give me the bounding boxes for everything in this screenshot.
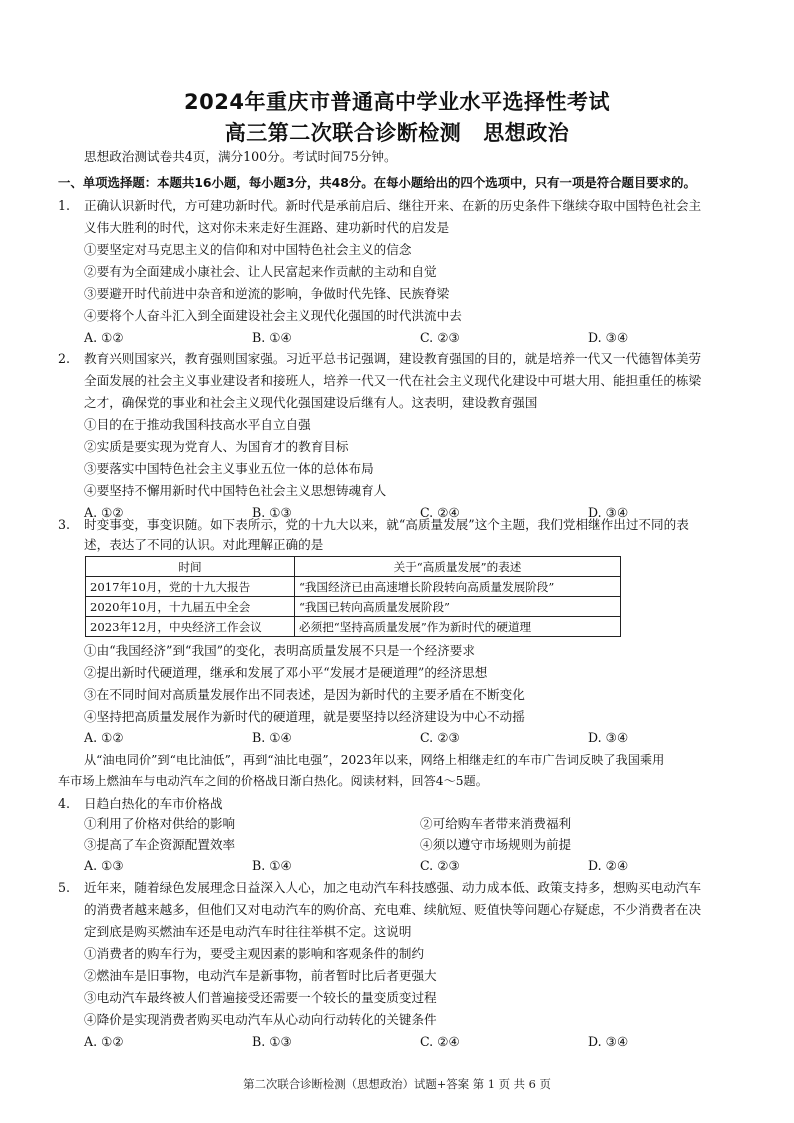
table-row: [86, 577, 621, 597]
exam-subject: 思想政治: [483, 121, 570, 145]
q4-statement-2: ②可给购车者带来消费福利: [420, 816, 572, 831]
q2-statement-3: ③要落实中国特色社会主义事业五位一体的总体布局: [84, 461, 374, 476]
q2-stem-line2: 全面发展的社会主义事业建设者和接班人，培养一代又一代在社会主义现代化建设中可堪大用、能担重任的栋梁: [84, 373, 702, 388]
page-footer: 第二次联合诊断检测（思想政治）试题+答案 第 1 页 共 6 页: [243, 1077, 551, 1091]
q3-table-cell-time: 2020年10月，十九届五中全会: [86, 597, 295, 617]
q1-option-a[interactable]: A. ①②: [84, 330, 124, 345]
q3-table-cell-statement: “我国已转向高质量发展阶段”: [295, 597, 621, 617]
q4-statement-1: ①利用了价格对供给的影响: [84, 816, 236, 831]
q5-option-a[interactable]: A. ①②: [84, 1034, 124, 1049]
q2-option-a[interactable]: A. ①②: [84, 505, 124, 520]
q4-statement-4: ④须以遵守市场规则为前提: [420, 837, 572, 852]
exam-subtitle: [0, 117, 794, 147]
q1-stem-line1: 正确认识新时代，方可建功新时代。新时代是承前启后、继往开来、在新的历史条件下继续夺取中国特色社会主: [84, 198, 702, 213]
section-heading: 一、单项选择题：本题共16小题，每小题3分，共48分。在每小题给出的四个选项中，只有一项是符合题目要求的。: [58, 175, 696, 190]
exam-title: 2024年重庆市普通高中学业水平选择性考试: [184, 90, 610, 114]
q3-stem-line1: 时变事变，事变识随。如下表所示，党的十九大以来，就“高质量发展”这个主题，我们党相继作出过不同的表: [84, 517, 689, 532]
q3-number: 3.: [58, 517, 71, 532]
q1-option-b[interactable]: B. ①④: [252, 330, 292, 345]
q1-option-c[interactable]: C. ②③: [420, 330, 460, 345]
q1-statement-3: ③要避开时代前进中杂音和逆流的影响，争做时代先锋、民族脊梁: [84, 286, 450, 301]
q4-option-c[interactable]: C. ②③: [420, 858, 460, 873]
q3-table: [85, 556, 621, 637]
q1-option-d[interactable]: D. ③④: [588, 330, 629, 345]
q1-statement-2: ②要有为全面建成小康社会、让人民富起来作贡献的主动和自觉: [84, 264, 437, 279]
q1-stem-line2: 义伟大胜利的时代，这对你未来走好生涯路、建功新时代的启发是: [84, 220, 450, 235]
q3-table-cell-time: 2023年12月，中央经济工作会议: [86, 617, 295, 637]
q3-table-cell-statement: 必须把“坚持高质量发展”作为新时代的硬道理: [295, 617, 621, 637]
q5-statement-3: ③电动汽车最终被人们普遍接受还需要一个较长的量变质变过程: [84, 990, 437, 1005]
q4-option-b[interactable]: B. ①④: [252, 858, 292, 873]
q3-option-d[interactable]: D. ③④: [588, 730, 629, 745]
q5-option-b[interactable]: B. ①③: [252, 1034, 292, 1049]
q3-table-header-statement: 关于“高质量发展”的表述: [295, 557, 621, 577]
q5-statement-2: ②燃油车是旧事物，电动汽车是新事物，前者暂时比后者更强大: [84, 968, 437, 983]
table-row: [86, 597, 621, 617]
q4-option-a[interactable]: A. ①③: [84, 858, 124, 873]
q3-table-cell-time: 2017年10月，党的十九大报告: [86, 577, 295, 597]
q3-statement-4: ④坚持把高质量发展作为新时代的硬道理，就是要坚持以经济建设为中心不动摇: [84, 709, 525, 724]
q2-statement-2: ②实质是要实现为党育人、为国育才的教育目标: [84, 439, 349, 454]
q3-table-cell-statement: “我国经济已由高速增长阶段转向高质量发展阶段”: [295, 577, 621, 597]
q1-number: 1.: [58, 198, 71, 213]
q3-option-b[interactable]: B. ①④: [252, 730, 292, 745]
q4-option-d[interactable]: D. ②④: [588, 858, 629, 873]
q2-number: 2.: [58, 351, 71, 366]
q3-stem-line2: 述，表达了不同的认识。对此理解正确的是: [84, 537, 324, 552]
q3-statement-3: ③在不同时间对高质量发展作出不同表述，是因为新时代的主要矛盾在不断变化: [84, 687, 525, 702]
q4-stem: 日趋白热化的车市价格战: [84, 796, 223, 811]
q5-statement-4: ④降价是实现消费者购买电动汽车从心动向行动转化的关键条件: [84, 1012, 437, 1027]
q3-table-header-row: [86, 557, 621, 577]
q5-stem-line1: 近年来，随着绿色发展理念日益深入人心，加之电动汽车科技感强、动力成本低、政策支持多，想购买电动汽车: [84, 880, 702, 895]
q2-option-d[interactable]: D. ③④: [588, 505, 629, 520]
exam-intro: 思想政治测试卷共4页，满分100分。考试时间75分钟。: [84, 149, 397, 164]
q3-statement-1: ①由“我国经济”到“我国”的变化，表明高质量发展不只是一个经济要求: [84, 643, 475, 658]
q2-stem-line3: 之才，确保党的事业和社会主义现代化强国建设后继有人。这表明，建设教育强国: [84, 395, 538, 410]
q2-option-c[interactable]: C. ②④: [420, 505, 460, 520]
q5-option-d[interactable]: D. ③④: [588, 1034, 629, 1049]
q3-option-a[interactable]: A. ①②: [84, 730, 124, 745]
q5-stem-line3: 定到底是购买燃油车还是电动汽车时往往举棋不定。这说明: [84, 924, 412, 939]
table-row: [86, 617, 621, 637]
q1-statement-1: ①要坚定对马克思主义的信仰和对中国特色社会主义的信念: [84, 242, 412, 257]
q1-statement-4: ④要将个人奋斗汇入到全面建设社会主义现代化强国的时代洪流中去: [84, 308, 462, 323]
q3-option-c[interactable]: C. ②③: [420, 730, 460, 745]
exam-subtitle-left: 高三第二次联合诊断检测: [224, 121, 462, 145]
q2-statement-1: ①目的在于推动我国科技高水平自立自强: [84, 417, 311, 432]
q2-stem-line1: 教育兴则国家兴，教育强则国家强。习近平总书记强调，建设教育强国的目的，就是培养一代又一代德智体美劳: [84, 351, 702, 366]
q3-statement-2: ②提出新时代硬道理，继承和发展了邓小平“发展才是硬道理”的经济思想: [84, 665, 488, 680]
q4-number: 4.: [58, 796, 71, 811]
passage-line1: 从“油电同价”到“电比油低”，再到“油比电强”，2023年以来，网络上相继走红的车市广告词反映了我国乘用: [84, 753, 665, 767]
q5-option-c[interactable]: C. ②④: [420, 1034, 460, 1049]
q2-option-b[interactable]: B. ①③: [252, 505, 292, 520]
passage-line2: 车市场上燃油车与电动汽车之间的价格战日渐白热化。阅读材料，回答4～5题。: [58, 774, 488, 788]
q2-statement-4: ④要坚持不懈用新时代中国特色社会主义思想铸魂育人: [84, 483, 387, 498]
q5-statement-1: ①消费者的购车行为，要受主观因素的影响和客观条件的制约: [84, 946, 425, 961]
q4-statement-3: ③提高了车企资源配置效率: [84, 837, 236, 852]
q5-number: 5.: [58, 880, 71, 895]
q3-table-header-time: 时间: [86, 557, 295, 577]
q5-stem-line2: 的消费者越来越多，但他们又对电动汽车的购价高、充电难、续航短、贬值快等问题心存疑虑，不少消费者在决: [84, 902, 702, 917]
